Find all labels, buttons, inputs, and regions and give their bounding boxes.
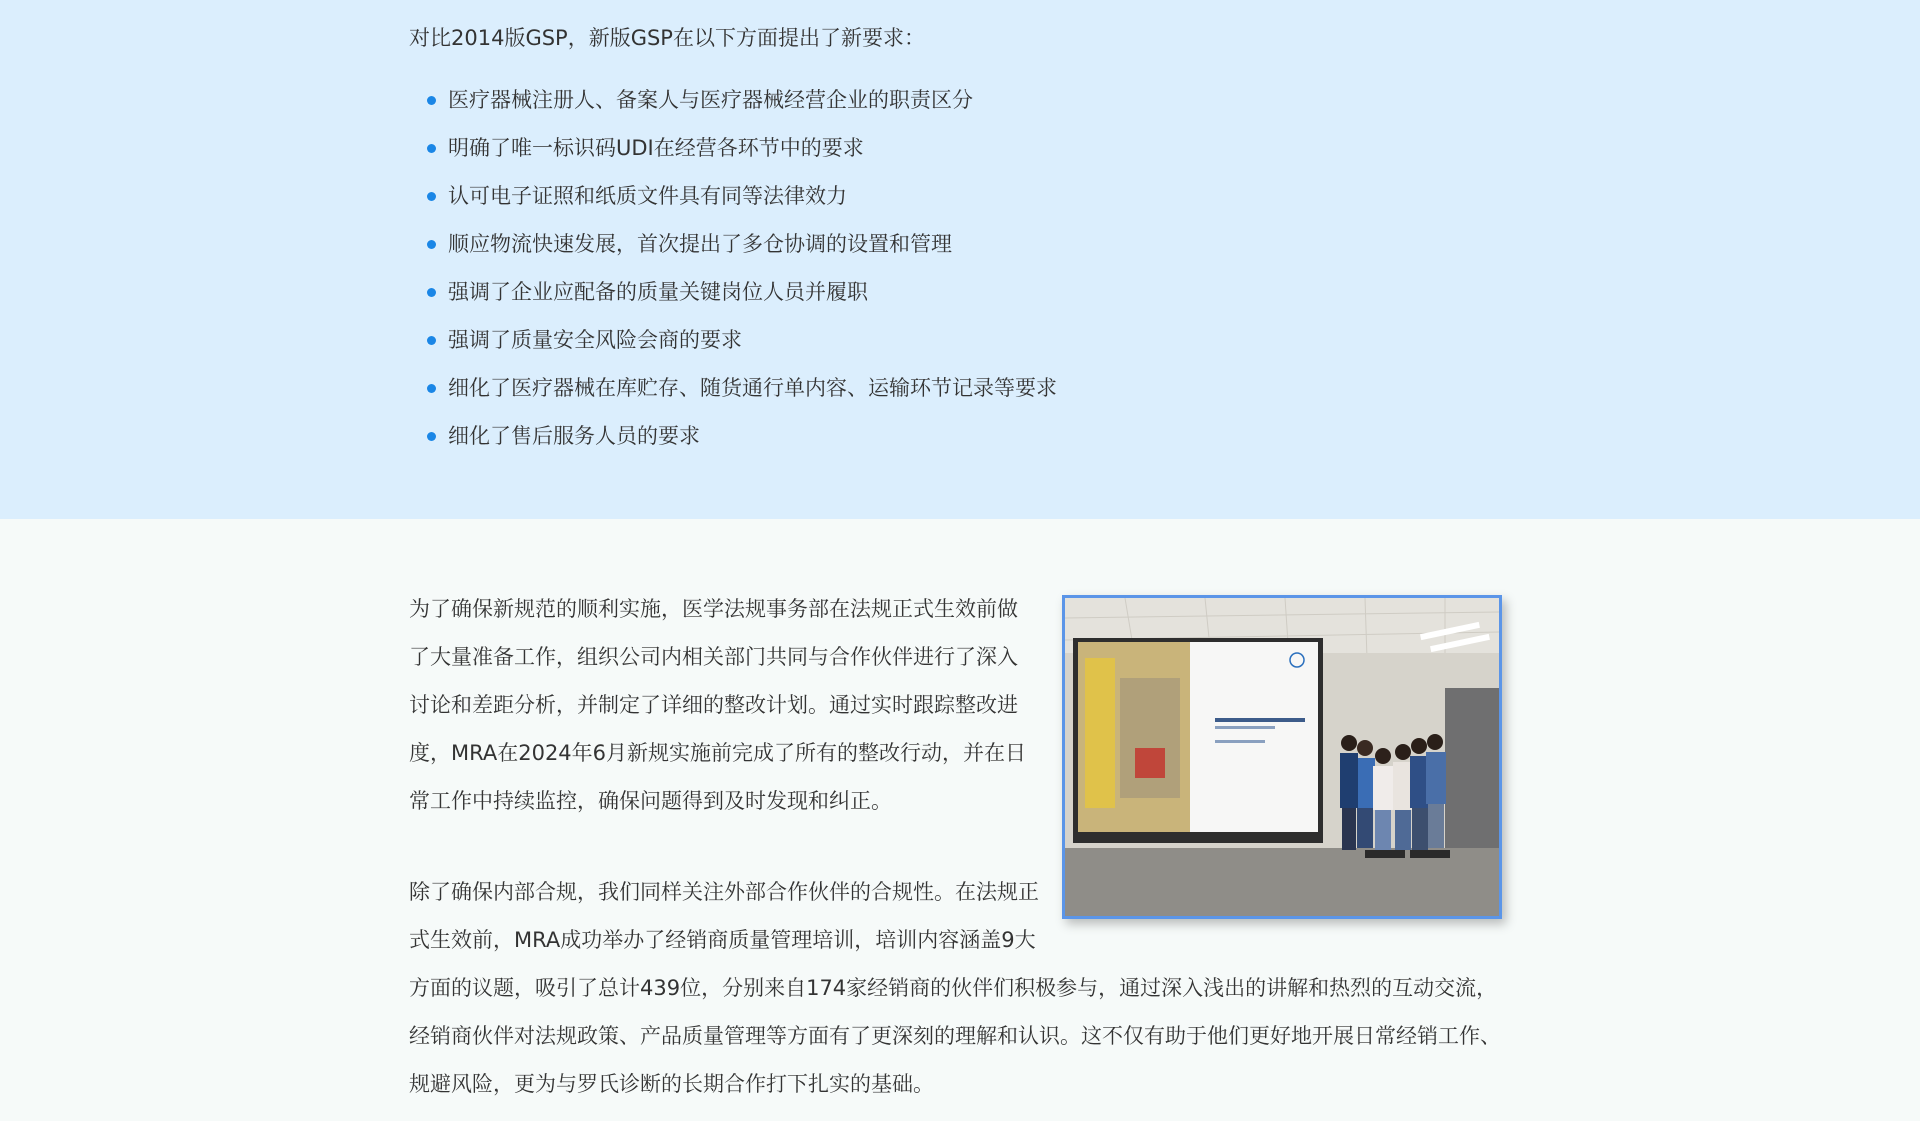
paragraph-text: 除了确保内部合规，我们同样关注外部合作伙伴的合规性。在法规正式生效前，MRA成功举办了经销商质量管理培训，培训内容涵盖9大方面的议题，吸引了总计439位，分别来自174家经销商的伙伴们积极参与，通过深入浅出的讲解和热烈的互动交流，经销商伙伴对法规政策、产品质量管理等方面有了更深刻的理解和认识。这不仅有助于他们更好地开展日常经销工作、规避风险，更为与罗氏诊断的长期合作打下扎实的基础。: [409, 880, 1501, 1096]
bullet-icon: [427, 432, 436, 441]
bullet-icon: [427, 96, 436, 105]
requirements-intro: 对比2014版GSP，新版GSP在以下方面提出了新要求：: [409, 26, 925, 50]
bullet-icon: [427, 192, 436, 201]
photo-wrap-spacer: [1043, 868, 1513, 964]
list-item: [409, 420, 1057, 468]
list-item: [409, 228, 1057, 276]
implementation-paragraph: [409, 868, 1513, 1108]
list-item-text: 认可电子证照和纸质文件具有同等法律效力: [448, 184, 847, 208]
list-item-text: 细化了医疗器械在库贮存、随货通行单内容、运输环节记录等要求: [448, 376, 1057, 400]
list-item: [409, 84, 1057, 132]
list-item: [409, 372, 1057, 420]
list-item: [409, 324, 1057, 372]
list-item: [409, 132, 1057, 180]
bullet-icon: [427, 384, 436, 393]
list-item-text: 明确了唯一标识码UDI在经营各环节中的要求: [448, 136, 864, 160]
list-item-text: 顺应物流快速发展，首次提出了多仓协调的设置和管理: [448, 232, 952, 256]
list-item-text: 强调了企业应配备的质量关键岗位人员并履职: [448, 280, 868, 304]
bullet-icon: [427, 336, 436, 345]
list-item-text: 医疗器械注册人、备案人与医疗器械经营企业的职责区分: [448, 88, 973, 112]
bullet-icon: [427, 288, 436, 297]
implementation-paragraph: 为了确保新规范的顺利实施，医学法规事务部在法规正式生效前做了大量准备工作，组织公司内相关部门共同与合作伙伴进行了深入讨论和差距分析，并制定了详细的整改计划。通过实时跟踪整改进度，MRA在2024年6月新规实施前完成了所有的整改行动，并在日常工作中持续监控，确保问题得到及时发现和纠正。: [409, 597, 1027, 813]
list-item-text: 强调了质量安全风险会商的要求: [448, 328, 742, 352]
list-item: [409, 180, 1057, 228]
bullet-icon: [427, 240, 436, 249]
requirements-list: [409, 84, 1057, 468]
bullet-icon: [427, 144, 436, 153]
list-item-text: 细化了售后服务人员的要求: [448, 424, 700, 448]
list-item: [409, 276, 1057, 324]
